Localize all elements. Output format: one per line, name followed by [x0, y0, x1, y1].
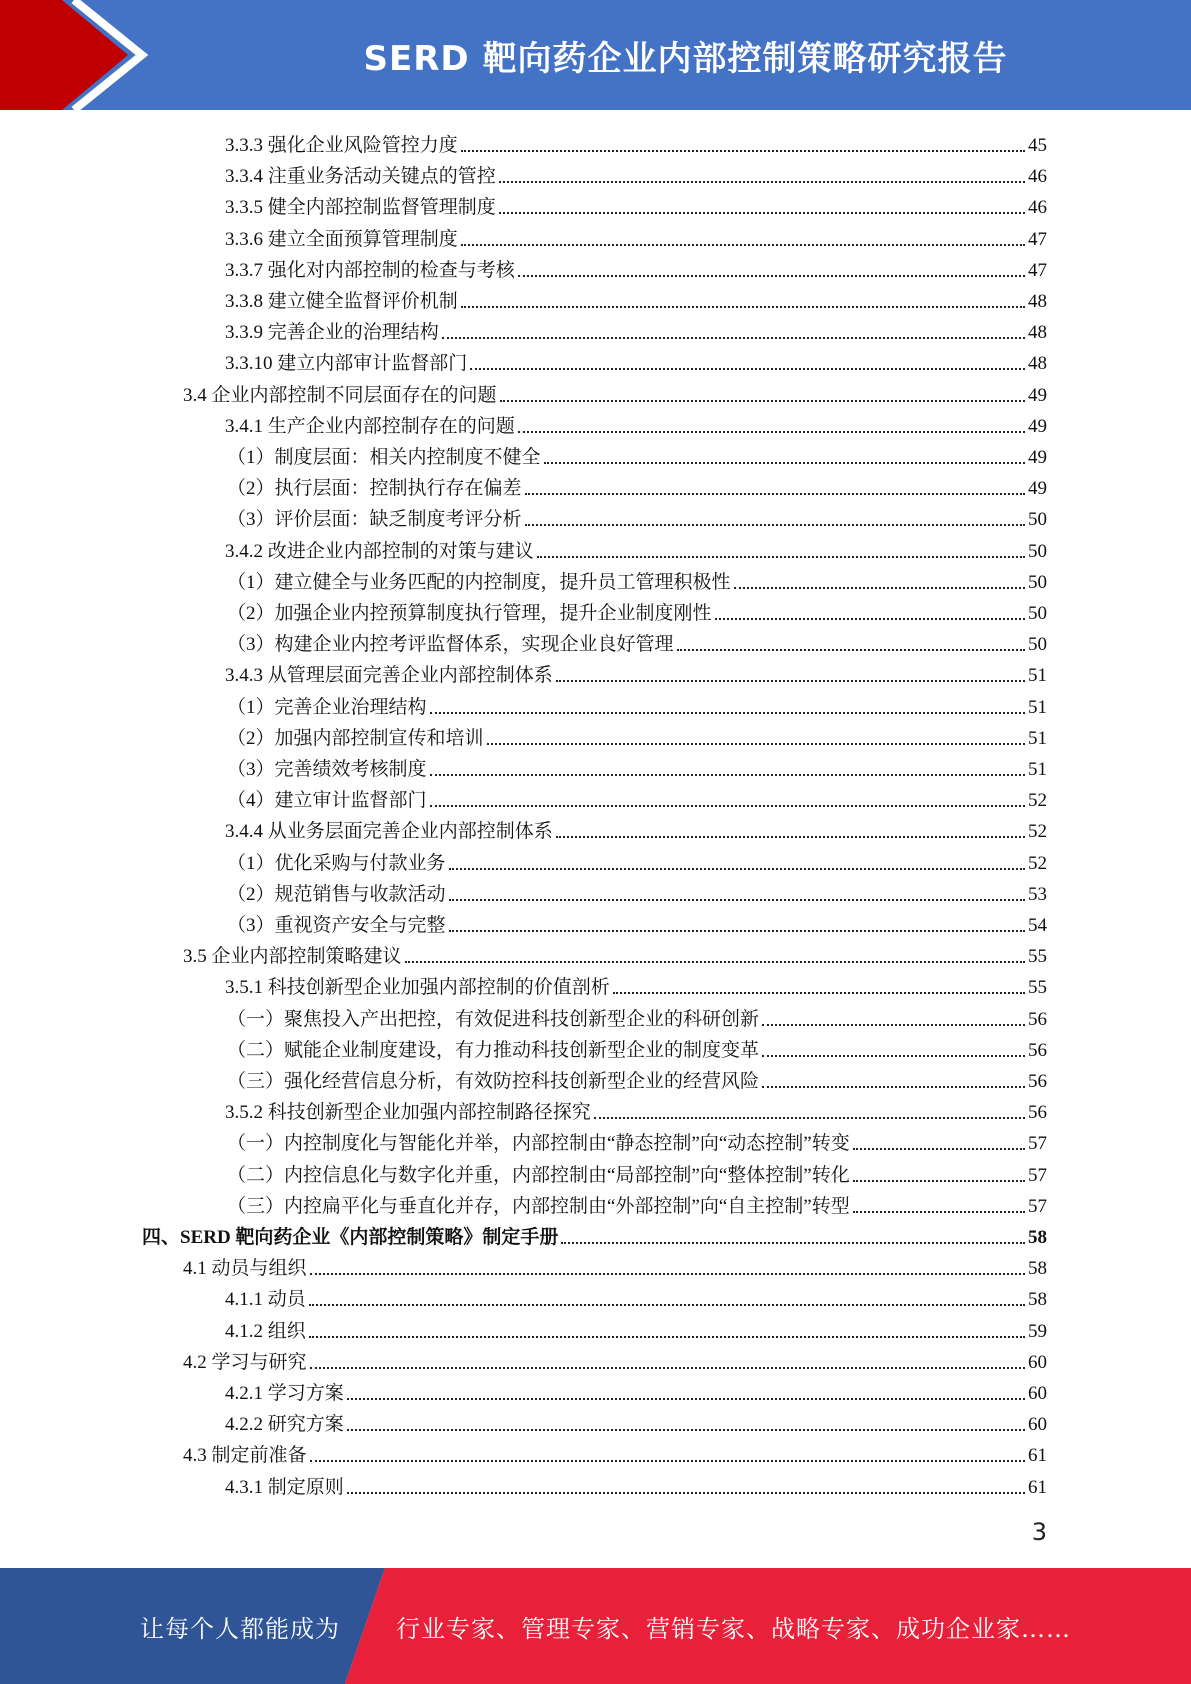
toc-dot-leader [613, 992, 1025, 994]
toc-dot-leader [309, 1304, 1025, 1306]
toc-entry-label: （3）构建企业内控考评监督体系，实现企业良好管理 [227, 634, 674, 656]
toc-dot-leader [430, 805, 1025, 807]
toc-entry-page: 46 [1028, 197, 1047, 219]
toc-entry[interactable] [225, 252, 1047, 283]
toc-entry-page: 47 [1028, 228, 1047, 250]
toc-entry-page: 50 [1028, 571, 1047, 593]
page-number: 3 [1031, 1518, 1047, 1546]
toc-entry-label: （1）制度层面：相关内控制度不健全 [227, 447, 541, 468]
toc-entry-label: 3.4 企业内部控制不同层面存在的问题 [183, 384, 497, 406]
toc-dot-leader [525, 524, 1025, 526]
toc-dot-leader [525, 493, 1025, 495]
toc-entry[interactable] [225, 813, 1047, 844]
toc-entry-label: 3.5 企业内部控制策略建议 [183, 946, 402, 968]
toc-entry-page: 61 [1028, 1476, 1047, 1498]
toc-entry-page: 51 [1028, 759, 1047, 780]
toc-entry[interactable] [225, 283, 1047, 314]
toc-entry-label: 4.2.1 学习方案 [225, 1383, 344, 1404]
toc-entry-label: （三）内控扁平化与垂直化并存，内部控制由“外部控制”向“自主控制”转型 [227, 1195, 850, 1217]
toc-entry-page: 52 [1028, 790, 1047, 812]
toc-entry-label: （3）完善绩效考核制度 [227, 759, 427, 780]
toc-dot-leader [762, 1024, 1025, 1026]
toc-entry-label: 4.1.2 组织 [225, 1320, 306, 1342]
toc-entry-page: 58 [1028, 1289, 1047, 1311]
toc-entry[interactable] [183, 377, 1047, 408]
toc-entry-label: 3.3.9 完善企业的治理结构 [225, 322, 439, 344]
toc-dot-leader [461, 244, 1025, 246]
toc-entry-page: 56 [1028, 1008, 1047, 1030]
toc-dot-leader [518, 431, 1025, 433]
toc-entry-page: 57 [1028, 1133, 1047, 1155]
toc-dot-leader [347, 1429, 1025, 1431]
toc-dot-leader [556, 836, 1025, 838]
toc-entry[interactable] [227, 720, 1047, 751]
toc-entry-page: 60 [1028, 1351, 1047, 1373]
toc-entry[interactable] [225, 314, 1047, 345]
toc-dot-leader [499, 181, 1025, 183]
toc-entry-page: 57 [1028, 1164, 1047, 1186]
toc-entry-page: 56 [1028, 1102, 1047, 1124]
toc-entry-page: 49 [1028, 415, 1047, 437]
toc-dot-leader [449, 868, 1025, 870]
toc-entry[interactable] [225, 1281, 1047, 1312]
toc-dot-leader [310, 1460, 1025, 1462]
toc-entry-page: 54 [1028, 915, 1047, 936]
toc-entry-page: 45 [1028, 135, 1047, 156]
toc-dot-leader [561, 1242, 1025, 1244]
toc-entry-page: 58 [1028, 1258, 1047, 1280]
toc-entry[interactable] [225, 1406, 1047, 1437]
toc-entry-page: 61 [1028, 1445, 1047, 1467]
toc-entry-label: （1）优化采购与付款业务 [227, 852, 446, 874]
toc-entry[interactable] [225, 969, 1047, 1000]
toc-entry-page: 48 [1028, 291, 1047, 312]
toc-entry-label: 3.5.2 科技创新型企业加强内部控制路径探究 [225, 1102, 591, 1124]
toc-entry[interactable] [227, 689, 1047, 720]
toc-entry-label: 3.3.5 健全内部控制监督管理制度 [225, 197, 496, 219]
toc-dot-leader [537, 556, 1025, 558]
toc-dot-leader [430, 712, 1025, 714]
toc-entry-page: 53 [1028, 883, 1047, 905]
toc-dot-leader [853, 1180, 1025, 1182]
toc-entry[interactable] [225, 1094, 1047, 1125]
page-footer [0, 1568, 1191, 1684]
toc-entry[interactable] [227, 626, 1047, 657]
toc-entry[interactable] [227, 564, 1047, 595]
toc-dot-leader [309, 1336, 1025, 1338]
toc-dot-leader [405, 961, 1025, 963]
toc-entry-page: 50 [1028, 603, 1047, 624]
toc-dot-leader [347, 1492, 1025, 1494]
toc-entry-page: 46 [1028, 166, 1047, 188]
toc-dot-leader [430, 774, 1025, 776]
toc-entry[interactable] [183, 1437, 1047, 1468]
toc-entry-page: 58 [1028, 1227, 1047, 1248]
toc-entry[interactable] [183, 1250, 1047, 1281]
toc-entry-label: （3）重视资产安全与完整 [227, 915, 446, 936]
toc-entry[interactable] [225, 533, 1047, 564]
toc-entry-page: 50 [1028, 509, 1047, 531]
toc-entry-label: 4.2 学习与研究 [183, 1351, 307, 1373]
toc-dot-leader [461, 150, 1025, 152]
page-header [0, 0, 1191, 110]
toc-dot-leader [449, 899, 1025, 901]
toc-entry[interactable] [227, 1001, 1047, 1032]
report-title: SERD 靶向药企业内部控制策略研究报告 [363, 38, 1008, 79]
toc-entry-label: （3）评价层面：缺乏制度考评分析 [227, 509, 522, 531]
toc-entry-label: （2）执行层面：控制执行存在偏差 [227, 478, 522, 500]
toc-entry[interactable] [227, 876, 1047, 907]
toc-dot-leader [518, 275, 1025, 277]
toc-dot-leader [499, 212, 1025, 214]
toc-entry-label: （2）规范销售与收款活动 [227, 883, 446, 905]
toc-entry-page: 51 [1028, 665, 1047, 687]
toc-entry-label: （一）内控制度化与智能化并举，内部控制由“静态控制”向“动态控制”转变 [227, 1133, 850, 1155]
toc-entry-page: 51 [1028, 727, 1047, 749]
toc-entry[interactable] [227, 751, 1047, 782]
toc-entry-page: 56 [1028, 1039, 1047, 1061]
toc-entry-label: 3.4.2 改进企业内部控制的对策与建议 [225, 540, 534, 562]
header-red-block [0, 0, 128, 110]
toc-dot-leader [734, 587, 1025, 589]
toc-entry[interactable] [183, 938, 1047, 969]
toc-dot-leader [544, 462, 1025, 464]
toc-entry-page: 56 [1028, 1071, 1047, 1092]
toc-entry-label: （4）建立审计监督部门 [227, 790, 427, 812]
toc-dot-leader [461, 306, 1025, 308]
toc-entry-label: （三）强化经营信息分析，有效防控科技创新型企业的经营风险 [227, 1071, 760, 1092]
toc-dot-leader [347, 1398, 1025, 1400]
toc-entry-page: 51 [1028, 696, 1047, 718]
toc-entry[interactable] [225, 1313, 1047, 1344]
toc-entry[interactable] [225, 189, 1047, 220]
toc-entry[interactable] [227, 907, 1047, 938]
toc-entry-label: 4.1.1 动员 [225, 1289, 306, 1311]
toc-entry-page: 48 [1028, 322, 1047, 344]
toc-entry[interactable] [225, 127, 1047, 158]
toc-dot-leader [470, 368, 1025, 370]
toc-entry-page: 55 [1028, 946, 1047, 968]
toc-entry-page: 47 [1028, 259, 1047, 281]
toc-entry[interactable] [227, 470, 1047, 501]
toc-entry-label: 3.3.4 注重业务活动关键点的管控 [225, 166, 496, 188]
toc-entry-label: 3.4.4 从业务层面完善企业内部控制体系 [225, 821, 553, 843]
toc-entry-page: 49 [1028, 384, 1047, 406]
toc-dot-leader [762, 1086, 1025, 1088]
toc-entry[interactable] [227, 1032, 1047, 1063]
toc-entry-page: 60 [1028, 1414, 1047, 1436]
toc-entry[interactable] [225, 1469, 1047, 1500]
toc-entry[interactable] [227, 845, 1047, 876]
toc-entry[interactable] [225, 221, 1047, 252]
toc-dot-leader [556, 680, 1025, 682]
toc-entry-page: 50 [1028, 634, 1047, 656]
toc-entry-page: 50 [1028, 540, 1047, 562]
toc-entry-label: （1）建立健全与业务匹配的内控制度，提升员工管理积极性 [227, 571, 731, 593]
toc-entry-page: 57 [1028, 1195, 1047, 1217]
toc-entry[interactable] [227, 501, 1047, 532]
toc-entry-page: 49 [1028, 447, 1047, 468]
toc-dot-leader [449, 930, 1025, 932]
toc-dot-leader [500, 400, 1025, 402]
toc-entry-label: 3.4.1 生产企业内部控制存在的问题 [225, 415, 515, 437]
toc-entry-label: 3.4.3 从管理层面完善企业内部控制体系 [225, 665, 553, 687]
toc-entry-label: （2）加强内部控制宣传和培训 [227, 727, 484, 749]
toc-entry-label: 4.2.2 研究方案 [225, 1414, 344, 1436]
toc-entry[interactable] [225, 408, 1047, 439]
toc-entry[interactable] [225, 158, 1047, 189]
toc-entry-page: 52 [1028, 821, 1047, 843]
toc-entry-label: 4.1 动员与组织 [183, 1258, 307, 1280]
toc-entry-label: 3.3.8 建立健全监督评价机制 [225, 291, 458, 312]
toc-entry-label: 3.3.7 强化对内部控制的检查与考核 [225, 259, 515, 281]
toc-entry-label: （2）加强企业内控预算制度执行管理，提升企业制度刚性 [227, 603, 712, 624]
toc-entry-label: 3.5.1 科技创新型企业加强内部控制的价值剖析 [225, 977, 610, 999]
toc-entry[interactable] [225, 345, 1047, 376]
header-arrow-decoration [0, 0, 160, 110]
toc-entry[interactable] [183, 1344, 1047, 1375]
toc-dot-leader [677, 649, 1025, 651]
toc-entry-label: 3.3.6 建立全面预算管理制度 [225, 228, 458, 250]
toc-entry[interactable] [227, 1157, 1047, 1188]
toc-entry[interactable] [227, 1063, 1047, 1094]
toc-dot-leader [442, 337, 1025, 339]
toc-dot-leader [310, 1273, 1025, 1275]
toc-entry-label: 4.3 制定前准备 [183, 1445, 307, 1467]
toc-entry-page: 59 [1028, 1320, 1047, 1342]
toc-entry-label: 3.3.10 建立内部审计监督部门 [225, 353, 468, 375]
toc-dot-leader [853, 1211, 1025, 1213]
toc-entry[interactable] [225, 1375, 1047, 1406]
toc-entry-label: 4.3.1 制定原则 [225, 1476, 344, 1498]
toc-entry[interactable] [227, 439, 1047, 470]
footer-slogan-left: 让每个人都能成为 [140, 1614, 340, 1643]
toc-entry[interactable] [225, 657, 1047, 688]
toc-dot-leader [487, 743, 1025, 745]
toc-dot-leader [310, 1367, 1025, 1369]
toc-entry-label: （1）完善企业治理结构 [227, 696, 427, 718]
toc-entry-page: 48 [1028, 353, 1047, 375]
toc-entry-label: （二）赋能企业制度建设，有力推动科技创新型企业的制度变革 [227, 1039, 760, 1061]
toc-entry-page: 49 [1028, 478, 1047, 500]
toc-entry-page: 55 [1028, 977, 1047, 999]
footer-slogan-right: 行业专家、管理专家、营销专家、战略专家、成功企业家…… [396, 1614, 1071, 1643]
toc-entry-label: 3.3.3 强化企业风险管控力度 [225, 135, 458, 156]
toc-entry[interactable] [227, 1125, 1047, 1156]
toc-entry-label: 四、SERD 靶向药企业《内部控制策略》制定手册 [142, 1227, 559, 1248]
toc-entry-label: （一）聚焦投入产出把控，有效促进科技创新型企业的科研创新 [227, 1008, 760, 1030]
toc-entry[interactable] [142, 1219, 1047, 1250]
toc-entry[interactable] [227, 1188, 1047, 1219]
toc-entry-label: （二）内控信息化与数字化并重，内部控制由“局部控制”向“整体控制”转化 [227, 1164, 850, 1186]
toc-entry-page: 60 [1028, 1383, 1047, 1404]
toc-entry-page: 52 [1028, 852, 1047, 874]
toc-dot-leader [594, 1117, 1025, 1119]
toc-entry[interactable] [227, 782, 1047, 813]
toc-dot-leader [715, 618, 1025, 620]
toc-dot-leader [853, 1148, 1025, 1150]
toc-dot-leader [762, 1055, 1025, 1057]
toc-entry[interactable] [227, 595, 1047, 626]
